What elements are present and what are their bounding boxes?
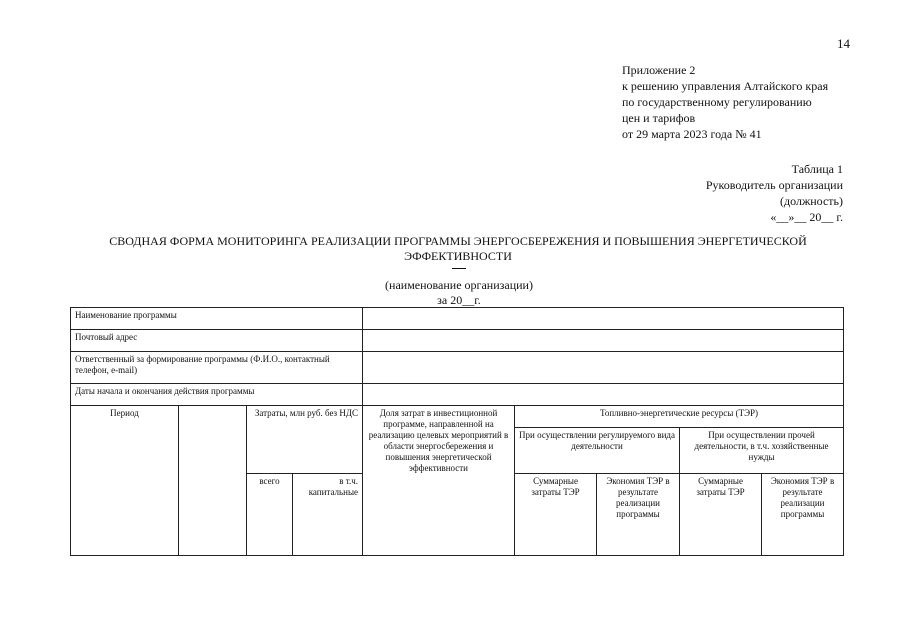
other-activity-header: При осуществлении прочей деятельности, в т.ч. хозяйственные нужды [680, 428, 844, 474]
document-title: СВОДНАЯ ФОРМА МОНИТОРИНГА РЕАЛИЗАЦИИ ПРОГРАММЫ ЭНЕРГОСБЕРЕЖЕНИЯ И ПОВЫШЕНИЯ ЭНЕРГЕТИЧЕСКОЙ ЭФФЕКТИВНОСТИ [109, 234, 807, 263]
info-label: Почтовый адрес [71, 330, 363, 352]
info-label: Наименование программы [71, 308, 363, 330]
organization-name-caption: (наименование организации) [385, 278, 533, 292]
info-label: Ответственный за формирование программы (Ф.И.О., контактный телефон, e-mail) [71, 352, 363, 384]
info-row [71, 384, 844, 406]
appendix-line: к решению управления Алтайского края [622, 79, 829, 93]
info-row [71, 352, 844, 384]
economy-header: Экономия ТЭР в результате реализации программы [597, 474, 680, 556]
costs-total-header: всего [247, 474, 293, 556]
economy-header: Экономия ТЭР в результате реализации программы [762, 474, 844, 556]
position-label: (должность) [780, 194, 843, 208]
sum-costs-header: Суммарные затраты ТЭР [680, 474, 762, 556]
info-label: Даты начала и окончания действия программы [71, 384, 363, 406]
info-value-cell[interactable] [363, 330, 844, 352]
info-value-cell[interactable] [363, 352, 844, 384]
header-row [71, 406, 844, 428]
date-line: «__»__ 20__ г. [770, 210, 843, 224]
regulated-activity-header: При осуществлении регулируемого вида деятельности [515, 428, 680, 474]
page-number: 14 [837, 36, 850, 51]
costs-capital-header: в т.ч. капитальные [293, 474, 363, 556]
appendix-line: Приложение 2 [622, 63, 696, 77]
costs-header: Затраты, млн руб. без НДС [247, 406, 363, 474]
empty-header-cell [179, 406, 247, 556]
info-row [71, 308, 844, 330]
appendix-line: по государственному регулированию [622, 95, 812, 109]
fer-header: Топливно-энергетические ресурсы (ТЭР) [515, 406, 844, 428]
appendix-line: цен и тарифов [622, 111, 696, 125]
info-row [71, 330, 844, 352]
table-reference-block [600, 161, 843, 225]
info-value-cell[interactable] [363, 308, 844, 330]
appendix-block [622, 62, 828, 142]
share-header: Доля затрат в инвестиционной программе, направленной на реализацию целевых мероприятий в области энергосбережения и повышения энергетической эффективности [363, 406, 515, 556]
organization-blank-line [452, 268, 466, 269]
year-line: за 20__г. [437, 293, 481, 307]
period-header: Период [71, 406, 179, 556]
sum-costs-header: Суммарные затраты ТЭР [515, 474, 597, 556]
info-value-cell[interactable] [363, 384, 844, 406]
appendix-line: от 29 марта 2023 года № 41 [622, 127, 762, 141]
table-number: Таблица 1 [791, 162, 843, 176]
monitoring-form-table [70, 307, 844, 556]
head-of-organization: Руководитель организации [705, 178, 843, 192]
